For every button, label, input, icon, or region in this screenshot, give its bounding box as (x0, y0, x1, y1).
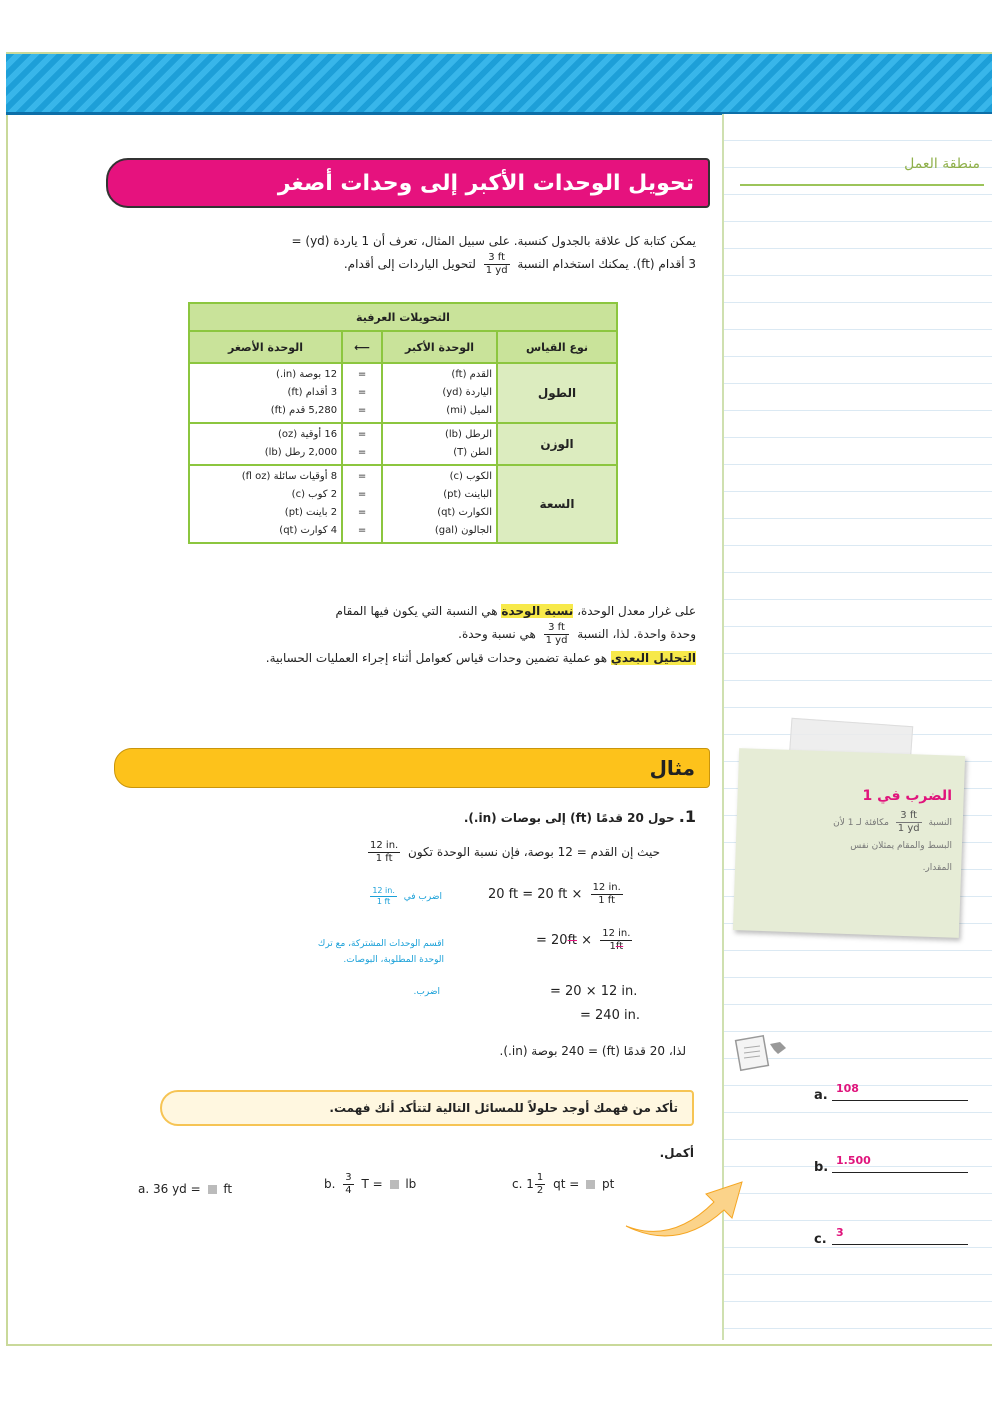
step-2-hint: اقسم الوحدات المشتركة، مع ترك الوحدة المطلوبة، البوصات. (317, 939, 444, 965)
table-cell-eq: = = = = (342, 465, 382, 543)
table-cell-big: القدم (ft) الياردة (yd) الميل (mi) (382, 363, 497, 423)
complete-label: أكمل. (659, 1146, 694, 1160)
table-header-row (189, 331, 617, 363)
step-2: = 20ft × $\frac{12 in.}{1ft}$ (536, 928, 631, 952)
example-conclusion: لذا، 20 قدمًا (ft) = 240 بوصة (in.). (499, 1044, 686, 1058)
curved-arrow-icon (622, 1168, 752, 1248)
answer-box (390, 1180, 399, 1189)
answer-line-a (832, 1100, 968, 1101)
step-1-hint: اضرب في $\frac{12 in.}{1 ft}$ (372, 886, 442, 906)
sticky-fraction: $\frac{3 ft}{1 yd}$ (897, 810, 920, 834)
unit-ratio-term: نسبة الوحدة (501, 604, 574, 618)
example-since-line: حيث إن القدم = 12 بوصة، فإن نسبة الوحدة تكون $\frac{12 in.}{1 ft}$ (370, 840, 660, 864)
table-cell-big: الكوب (c) الباينت (pt) الكوارت (qt) الجالون (gal) (382, 465, 497, 543)
sticky-body: النسبة $\frac{3 ft}{1 yd}$ مكافئة لـ 1 لأن البسط والمقام يمثلان نفس المقدار. (833, 810, 952, 873)
dimensional-analysis-line: التحليل البعدي هو عملية تضمين وحدات قياس كعوامل أثناء إجراء العمليات الحسابية. (265, 651, 696, 665)
dimensional-analysis-term: التحليل البعدي (610, 651, 696, 665)
answer-label-b: b. (814, 1160, 829, 1175)
answer-label-c: c. (814, 1232, 827, 1247)
table-header: نوع القياس (497, 331, 617, 363)
check-understanding-text: تأكد من فهمك أوجد حلولاً للمسائل التالية لتتأكد أنك فهمت. (329, 1101, 678, 1115)
section-title-text: تحويل الوحدات الأكبر إلى وحدات أصغر (277, 170, 694, 196)
answer-value-c: 3 (836, 1226, 844, 1239)
answer-box (586, 1180, 595, 1189)
step-3-hint: اضرب. (413, 987, 440, 997)
exercise-b-fraction: $\frac{3}{4}$ (345, 1172, 352, 1196)
sticky-title: الضرب في 1 (862, 788, 952, 804)
ratio-fraction: $\frac{3 ft}{1 yd}$ (485, 252, 508, 276)
exercise-a: a. 36 yd = ft (138, 1182, 233, 1196)
step-1-fraction: $\frac{12 in.}{1 ft}$ (592, 882, 621, 906)
example-number: 1. (678, 807, 696, 826)
table-header: الوحدة الأصغر (189, 331, 342, 363)
unit-ratio-line-2: وحدة واحدة. لذا، النسبة $\frac{3 ft}{1 yd}$ هي نسبة وحدة. (458, 622, 696, 646)
notes-title: منطقة العمل (904, 156, 980, 172)
intro-line-1: يمكن كتابة كل علاقة بالجدول كنسبة. على سبيل المثال، تعرف أن 1 ياردة (yd) = (291, 234, 696, 248)
step-2-fraction: $\frac{12 in.}{1ft}$ (602, 928, 631, 952)
intro-line-2: 3 أقدام (ft). يمكنك استخدام النسبة $\frac{3 ft}{1 yd}$ لتحويل الياردات إلى أقدام. (343, 252, 696, 276)
definitions-paragraph (120, 600, 696, 669)
section-title (106, 158, 710, 208)
table-header-arrow: ⟵ (342, 331, 382, 363)
table-cell-type: الوزن (497, 423, 617, 465)
table-cell-eq: = = (342, 423, 382, 465)
table-cell-big: الرطل (lb) الطن (T) (382, 423, 497, 465)
hint-fraction: $\frac{12 in.}{1 ft}$ (372, 886, 395, 906)
check-understanding-bar (160, 1090, 694, 1126)
table-row-capacity (189, 465, 617, 543)
table-cell-type: السعة (497, 465, 617, 543)
answer-value-b: 1.500 (836, 1154, 871, 1167)
table-cell-small: 12 بوصة (in.) 3 أقدام (ft) 5,280 قدم (ft) (189, 363, 342, 423)
answer-line-b (832, 1172, 968, 1173)
notes-title-underline (740, 184, 984, 186)
exercise-c: c. 1 $\frac{1}{2}$ qt = pt (512, 1172, 615, 1196)
table-cell-type: الطول (497, 363, 617, 423)
step-4: = 240 in. (580, 1008, 640, 1023)
intro-paragraph (196, 230, 696, 277)
step-1: 20 ft = 20 ft × $\frac{12 in.}{1 ft}$ (488, 882, 621, 906)
conversion-table (188, 302, 618, 544)
unit-ratio-fraction: $\frac{3 ft}{1 yd}$ (545, 622, 568, 646)
table-caption: التحويلات العرفية (189, 303, 617, 331)
unit-ratio-line-1: على غرار معدل الوحدة، نسبة الوحدة هي النسبة التي يكون فيها المقام (335, 604, 696, 618)
table-row-length (189, 363, 617, 423)
table-cell-small: 8 أوقيات سائلة (fl oz) 2 كوب (c) 2 باينت (pt) 4 كوارت (qt) (189, 465, 342, 543)
table-caption-row (189, 303, 617, 331)
since-fraction: $\frac{12 in.}{1 ft}$ (370, 840, 399, 864)
example-prompt: 1. حول 20 قدمًا (ft) إلى بوصات (in.). (463, 807, 696, 826)
answer-line-c (832, 1244, 968, 1245)
table-header: الوحدة الأكبر (382, 331, 497, 363)
answer-box (208, 1185, 217, 1194)
example-bar (114, 748, 710, 788)
example-label: مثال (649, 756, 695, 780)
notebook-icon (734, 1030, 790, 1074)
table-row-weight (189, 423, 617, 465)
answer-label-a: a. (814, 1088, 828, 1103)
answer-value-a: 108 (836, 1082, 859, 1095)
table-cell-small: 16 أوقية (oz) 2,000 رطل (lb) (189, 423, 342, 465)
header-banner (6, 54, 992, 115)
table-cell-eq: = = = (342, 363, 382, 423)
exercise-c-fraction: $\frac{1}{2}$ (536, 1172, 544, 1196)
exercise-b: b. $\frac{3}{4}$ T = lb (324, 1172, 417, 1196)
step-3: = 20 × 12 in. (550, 984, 638, 999)
